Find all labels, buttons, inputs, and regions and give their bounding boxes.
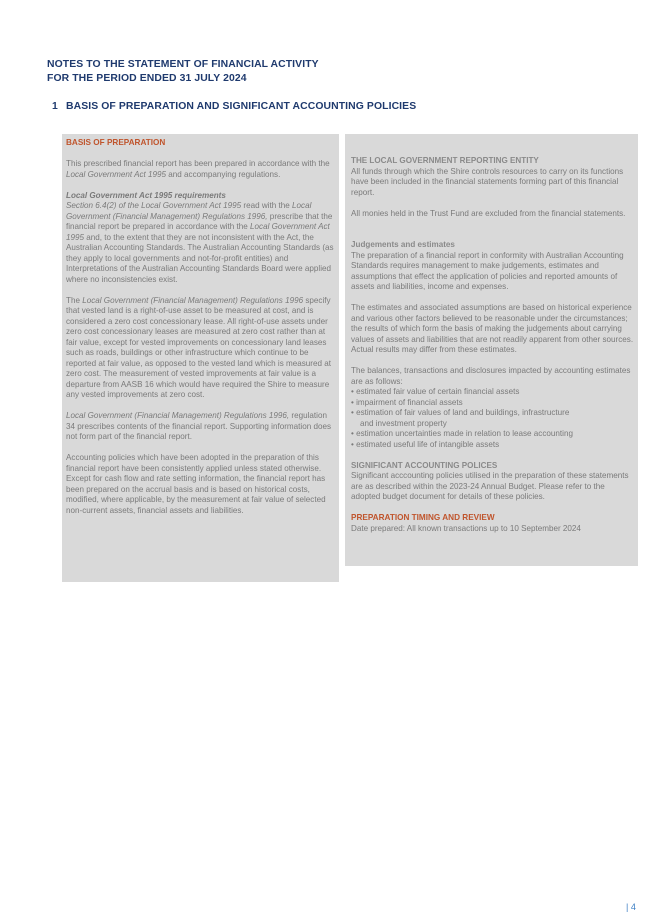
timing-paragraph: Date prepared: All known transactions up to 10 September 2024 — [351, 523, 581, 533]
basis-paragraph-5: Accounting policies which have been adopted in the preparation of this financial report have been consistently applied unless stated otherwise. Except for cash flow and rate setting information, the financial report has been prepared on the accrual basis and is based on historical costs, modified, where applicable, by the measurement at fair value of selected non-current assets, financial assets and liabilities. — [66, 453, 326, 515]
estimate-bullet-4: • estimation uncertainties made in relation to lease accounting — [351, 429, 573, 438]
judgements-paragraph-3: The balances, transactions and disclosures impacted by accounting estimates are as follows: — [351, 366, 631, 386]
page-number: | 4 — [626, 902, 636, 912]
judgements-paragraph-1: The preparation of a financial report in conformity with Australian Accounting Standards requires management to make judgements, estimates and assumptions that effect the application of policies and reported amounts of assets and liabilities, income and expenses. — [351, 250, 624, 291]
basis-paragraph-2: Section 6.4(2) of the Local Government Act 1995 read with the Local Government (Financial Management) Regulations 1996, prescribe that the financial report be prepared in accordance with the Local Government Act 1995 and, to the extent that they are not inconsistent with the Act, the Australian Accounting Standards. The Australian Accounting Standards (as they apply to local governments and not-for-profit entities) and Interpretations of the Australian Accounting Standards Board were applied where no inconsistencies exist. — [66, 201, 334, 284]
lga-heading: Local Government Act 1995 requirements — [66, 190, 226, 200]
estimate-bullet-3: • estimation of fair values of land and buildings, infrastructure — [351, 408, 570, 417]
estimate-bullet-3-continued: and investment property — [360, 418, 447, 428]
report-header — [47, 58, 319, 86]
left-column — [62, 134, 339, 582]
section-title — [52, 101, 416, 112]
estimate-bullet-2: • impairment of financial assets — [351, 397, 463, 407]
judgements-paragraph-2: The estimates and associated assumptions are based on historical experience and various other factors believed to be reasonable under the circumstances; the results of which form the basis of making the judgements about carrying values of assets and liabilities that are not readily apparent from other sources. Actual results may differ from these estimates. — [351, 303, 634, 354]
entity-paragraph-1: All funds through which the Shire controls resources to carry on its functions have been included in the financial statements forming part of this financial report. — [351, 166, 624, 197]
right-column — [345, 134, 638, 584]
basis-paragraph-1: This prescribed financial report has been prepared in accordance with the Local Government Act 1995 and accompanying regulations. — [66, 159, 330, 179]
panel-bottom-strip — [345, 566, 638, 584]
significant-policies-heading: SIGNIFICANT ACCOUNTING POLICES — [351, 460, 498, 470]
estimate-bullet-1: • estimated fair value of certain financial assets — [351, 387, 520, 396]
entity-heading: THE LOCAL GOVERNMENT REPORTING ENTITY — [351, 156, 539, 165]
basis-paragraph-3: The Local Government (Financial Management) Regulations 1996 specify that vested land is a right-of-use asset to be measured at cost, and is considered a zero cost concessionary lease. All right-of-use assets under zero cost concessionary leases are measured at zero cost rather than at fair value, except for vested improvements on concessionary land leases such as roads, buildings or other infrastructure which continue to be reported at fair value, as opposed to the vested land which is measured at zero cost. The measurement of vested improvements at fair value is a departure from AASB 16 which would have required the Shire to measure any vested improvements at zero cost. — [66, 295, 332, 399]
section-number: 1 — [52, 101, 58, 112]
basis-heading: BASIS OF PREPARATION — [66, 138, 166, 147]
header-line-1: NOTES TO THE STATEMENT OF FINANCIAL ACTIVITY — [47, 59, 319, 70]
estimate-bullet-5: • estimated useful life of intangible assets — [351, 439, 500, 449]
header-line-2: FOR THE PERIOD ENDED 31 JULY 2024 — [47, 73, 247, 84]
basis-paragraph-4: Local Government (Financial Management) Regulations 1996, regulation 34 prescribes contents of the financial report. Supporting information does not form part of the financial report. — [66, 411, 331, 441]
significant-policies-paragraph: Significant acccounting policies utilised in the preparation of these statements are as described within the 2023-24 Annual Budget. Please refer to the adopted budget document for details of these policies. — [351, 471, 629, 501]
entity-paragraph-2: All monies held in the Trust Fund are excluded from the financial statements. — [351, 208, 626, 218]
judgements-heading: Judgements and estimates — [351, 240, 455, 249]
timing-heading: PREPARATION TIMING AND REVIEW — [351, 513, 495, 522]
section-title-text: BASIS OF PREPARATION AND SIGNIFICANT ACCOUNTING POLICIES — [66, 101, 417, 112]
